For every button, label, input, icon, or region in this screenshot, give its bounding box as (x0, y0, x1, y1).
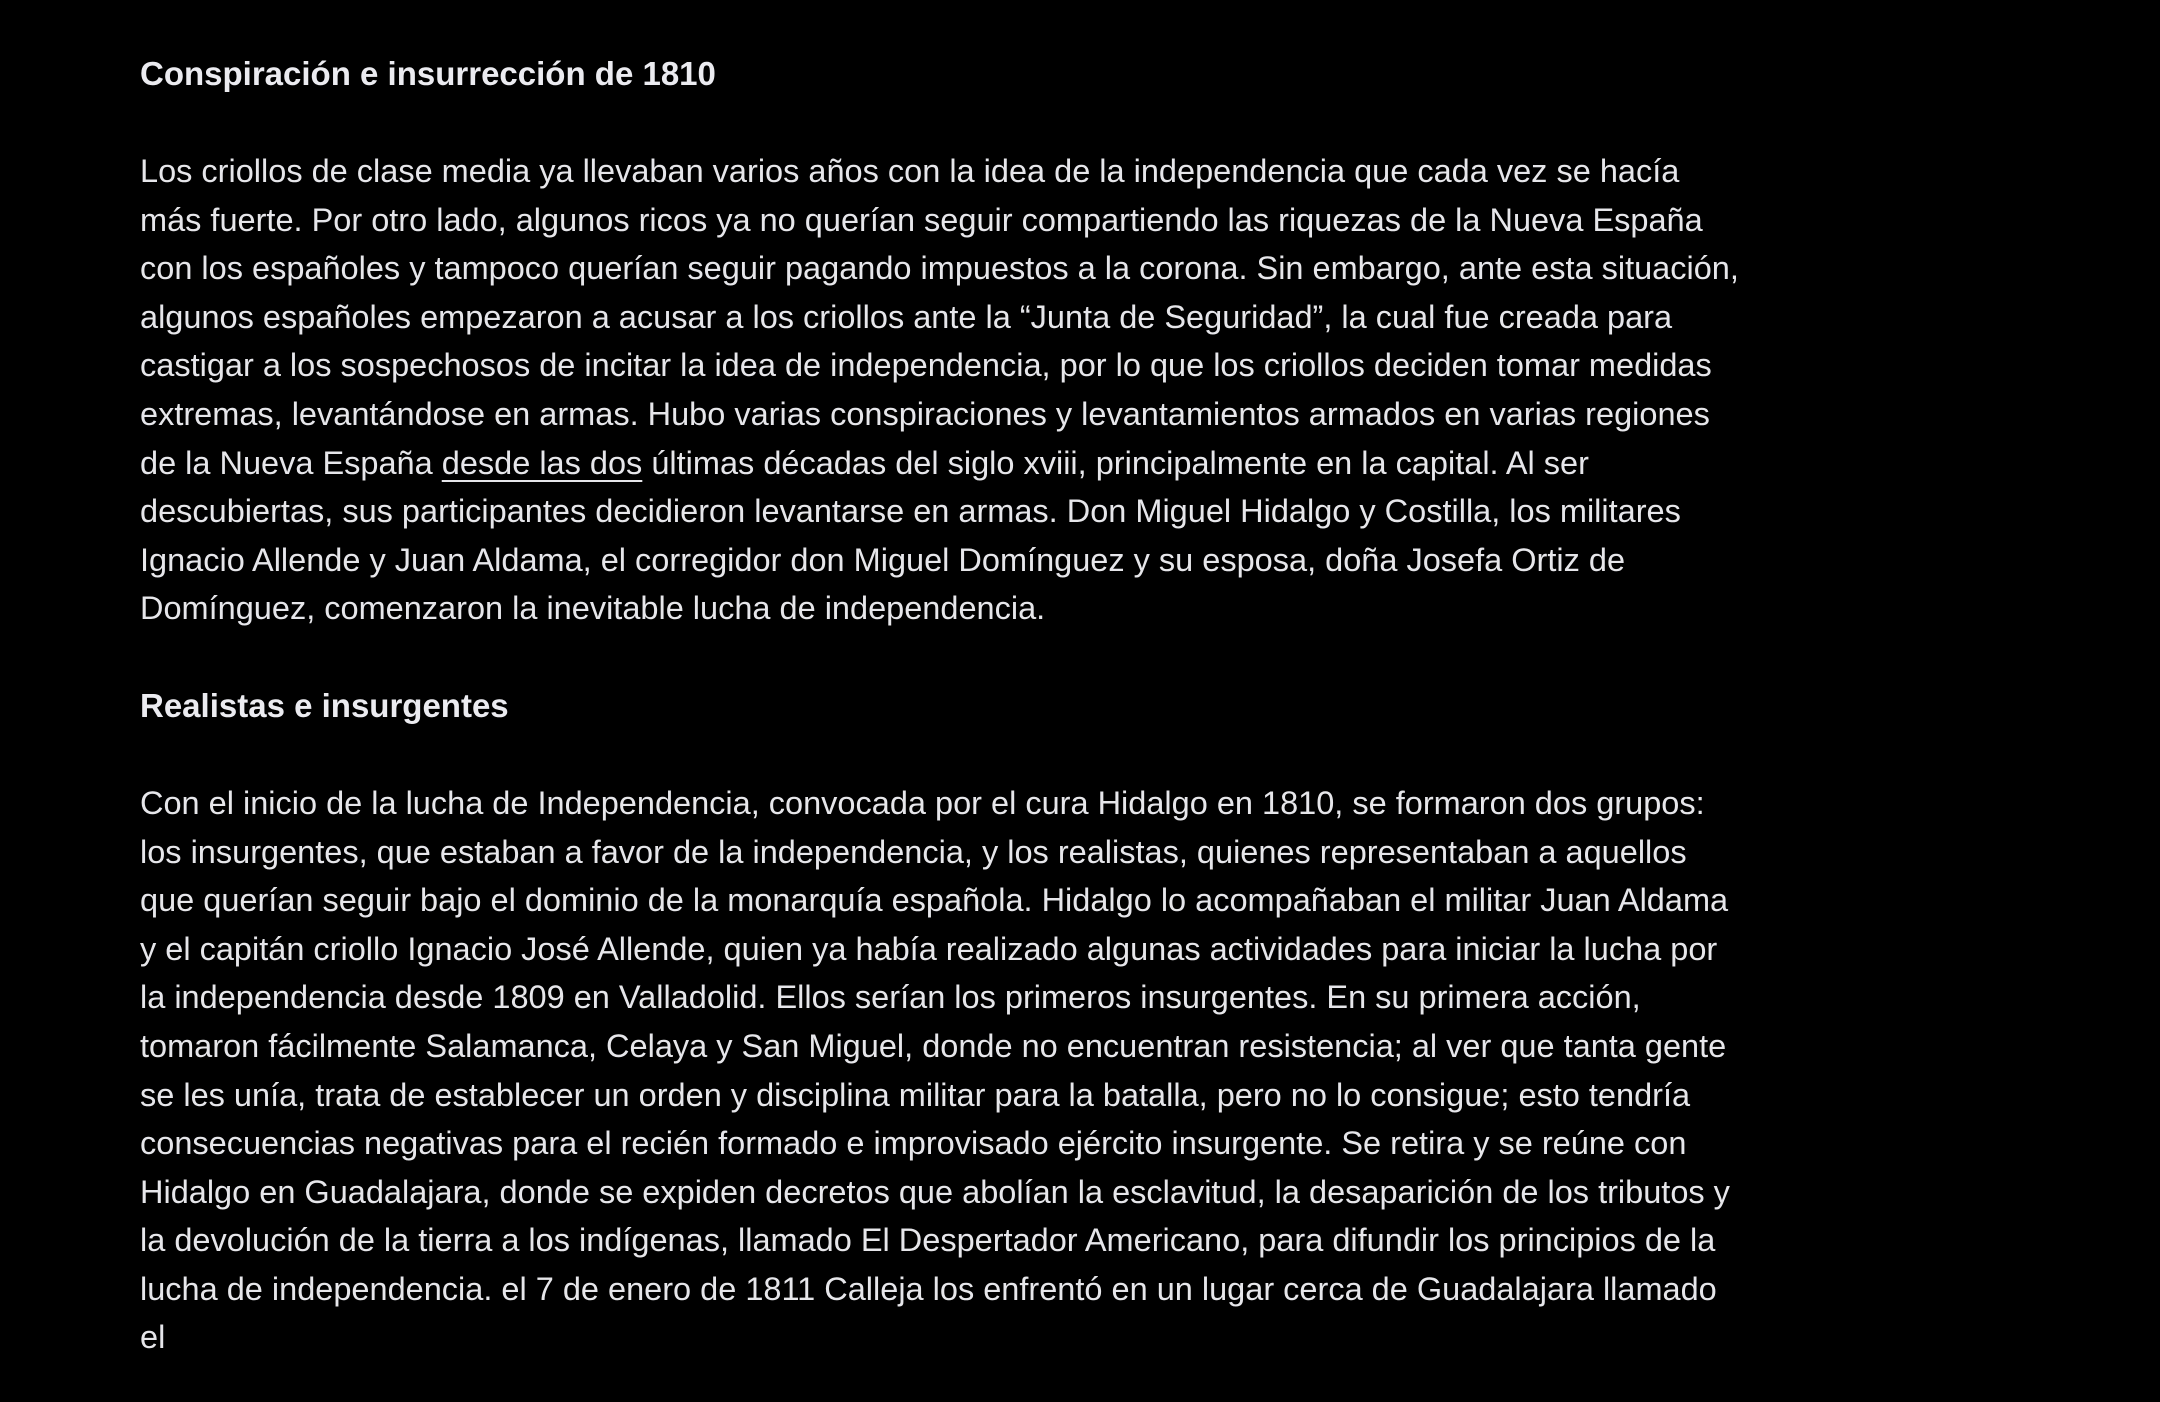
inline-link-desde-las-dos[interactable]: desde las dos (441, 444, 643, 481)
section-heading-realistas: Realistas e insurgentes (140, 686, 509, 724)
paragraph-text-part-2: últimas décadas del siglo xviii, principalmente en la capital. Al ser descubiertas, sus participantes decidieron levantarse en armas. Don Miguel Hidalgo y Costilla, los militares Ignacio Allende y Juan Aldama, el corregidor don Miguel Domínguez y su esposa, doña Josefa Ortiz de Domínguez, comenzaron la inevitable lucha de independencia. (140, 444, 1681, 627)
document-body (140, 50, 1740, 1362)
spacer (140, 98, 1740, 147)
paragraph-realistas: Con el inicio de la lucha de Independencia, convocada por el cura Hidalgo en 1810, se formaron dos grupos: los insurgentes, que estaban a favor de la independencia, y los realistas, quienes representaban a aquellos que querían seguir bajo el dominio de la monarquía española. Hidalgo lo acompañaban el militar Juan Aldama y el capitán criollo Ignacio José Allende, quien ya había realizado algunas actividades para iniciar la lucha por la independencia desde 1809 en Valladolid. Ellos serían los primeros insurgentes. En su primera acción, tomaron fácilmente Salamanca, Celaya y San Miguel, donde no encuentran resistencia; al ver que tanta gente se les unía, trata de establecer un orden y disciplina militar para la batalla, pero no lo consigue; esto tendría consecuencias negativas para el recién formado e improvisado ejército insurgente. Se retira y se reúne con Hidalgo en Guadalajara, donde se expiden decretos que abolían la esclavitud, la desaparición de los tributos y la devolución de la tierra a los indígenas, llamado El Despertador Americano, para difundir los principios de la lucha de independencia. el 7 de enero de 1811 Calleja los enfrentó en un lugar cerca de Guadalajara llamado el (140, 784, 1730, 1356)
spacer (140, 633, 1740, 682)
section-heading-conspiracion: Conspiración e insurrección de 1810 (140, 55, 716, 92)
paragraph-text-part-1: Los criollos de clase media ya llevaban varios años con la idea de la independencia que cada vez se hacía más fuerte. Por otro lado, algunos ricos ya no querían seguir compartiendo las riquezas de la Nueva España con los españoles y tampoco querían seguir pagando impuestos a la corona. Sin embargo, ante esta situación, algunos españoles empezaron a acusar a los criollos ante la “Junta de Seguridad”, la cual fue creada para castigar a los sospechosos de incitar la idea de independencia, por lo que los criollos deciden tomar medidas extremas, levantándose en armas. Hubo varias conspiraciones y levantamientos armados en varias regiones de la Nueva España (140, 153, 1739, 481)
paragraph-conspiracion (140, 147, 1740, 633)
spacer (140, 730, 1740, 779)
